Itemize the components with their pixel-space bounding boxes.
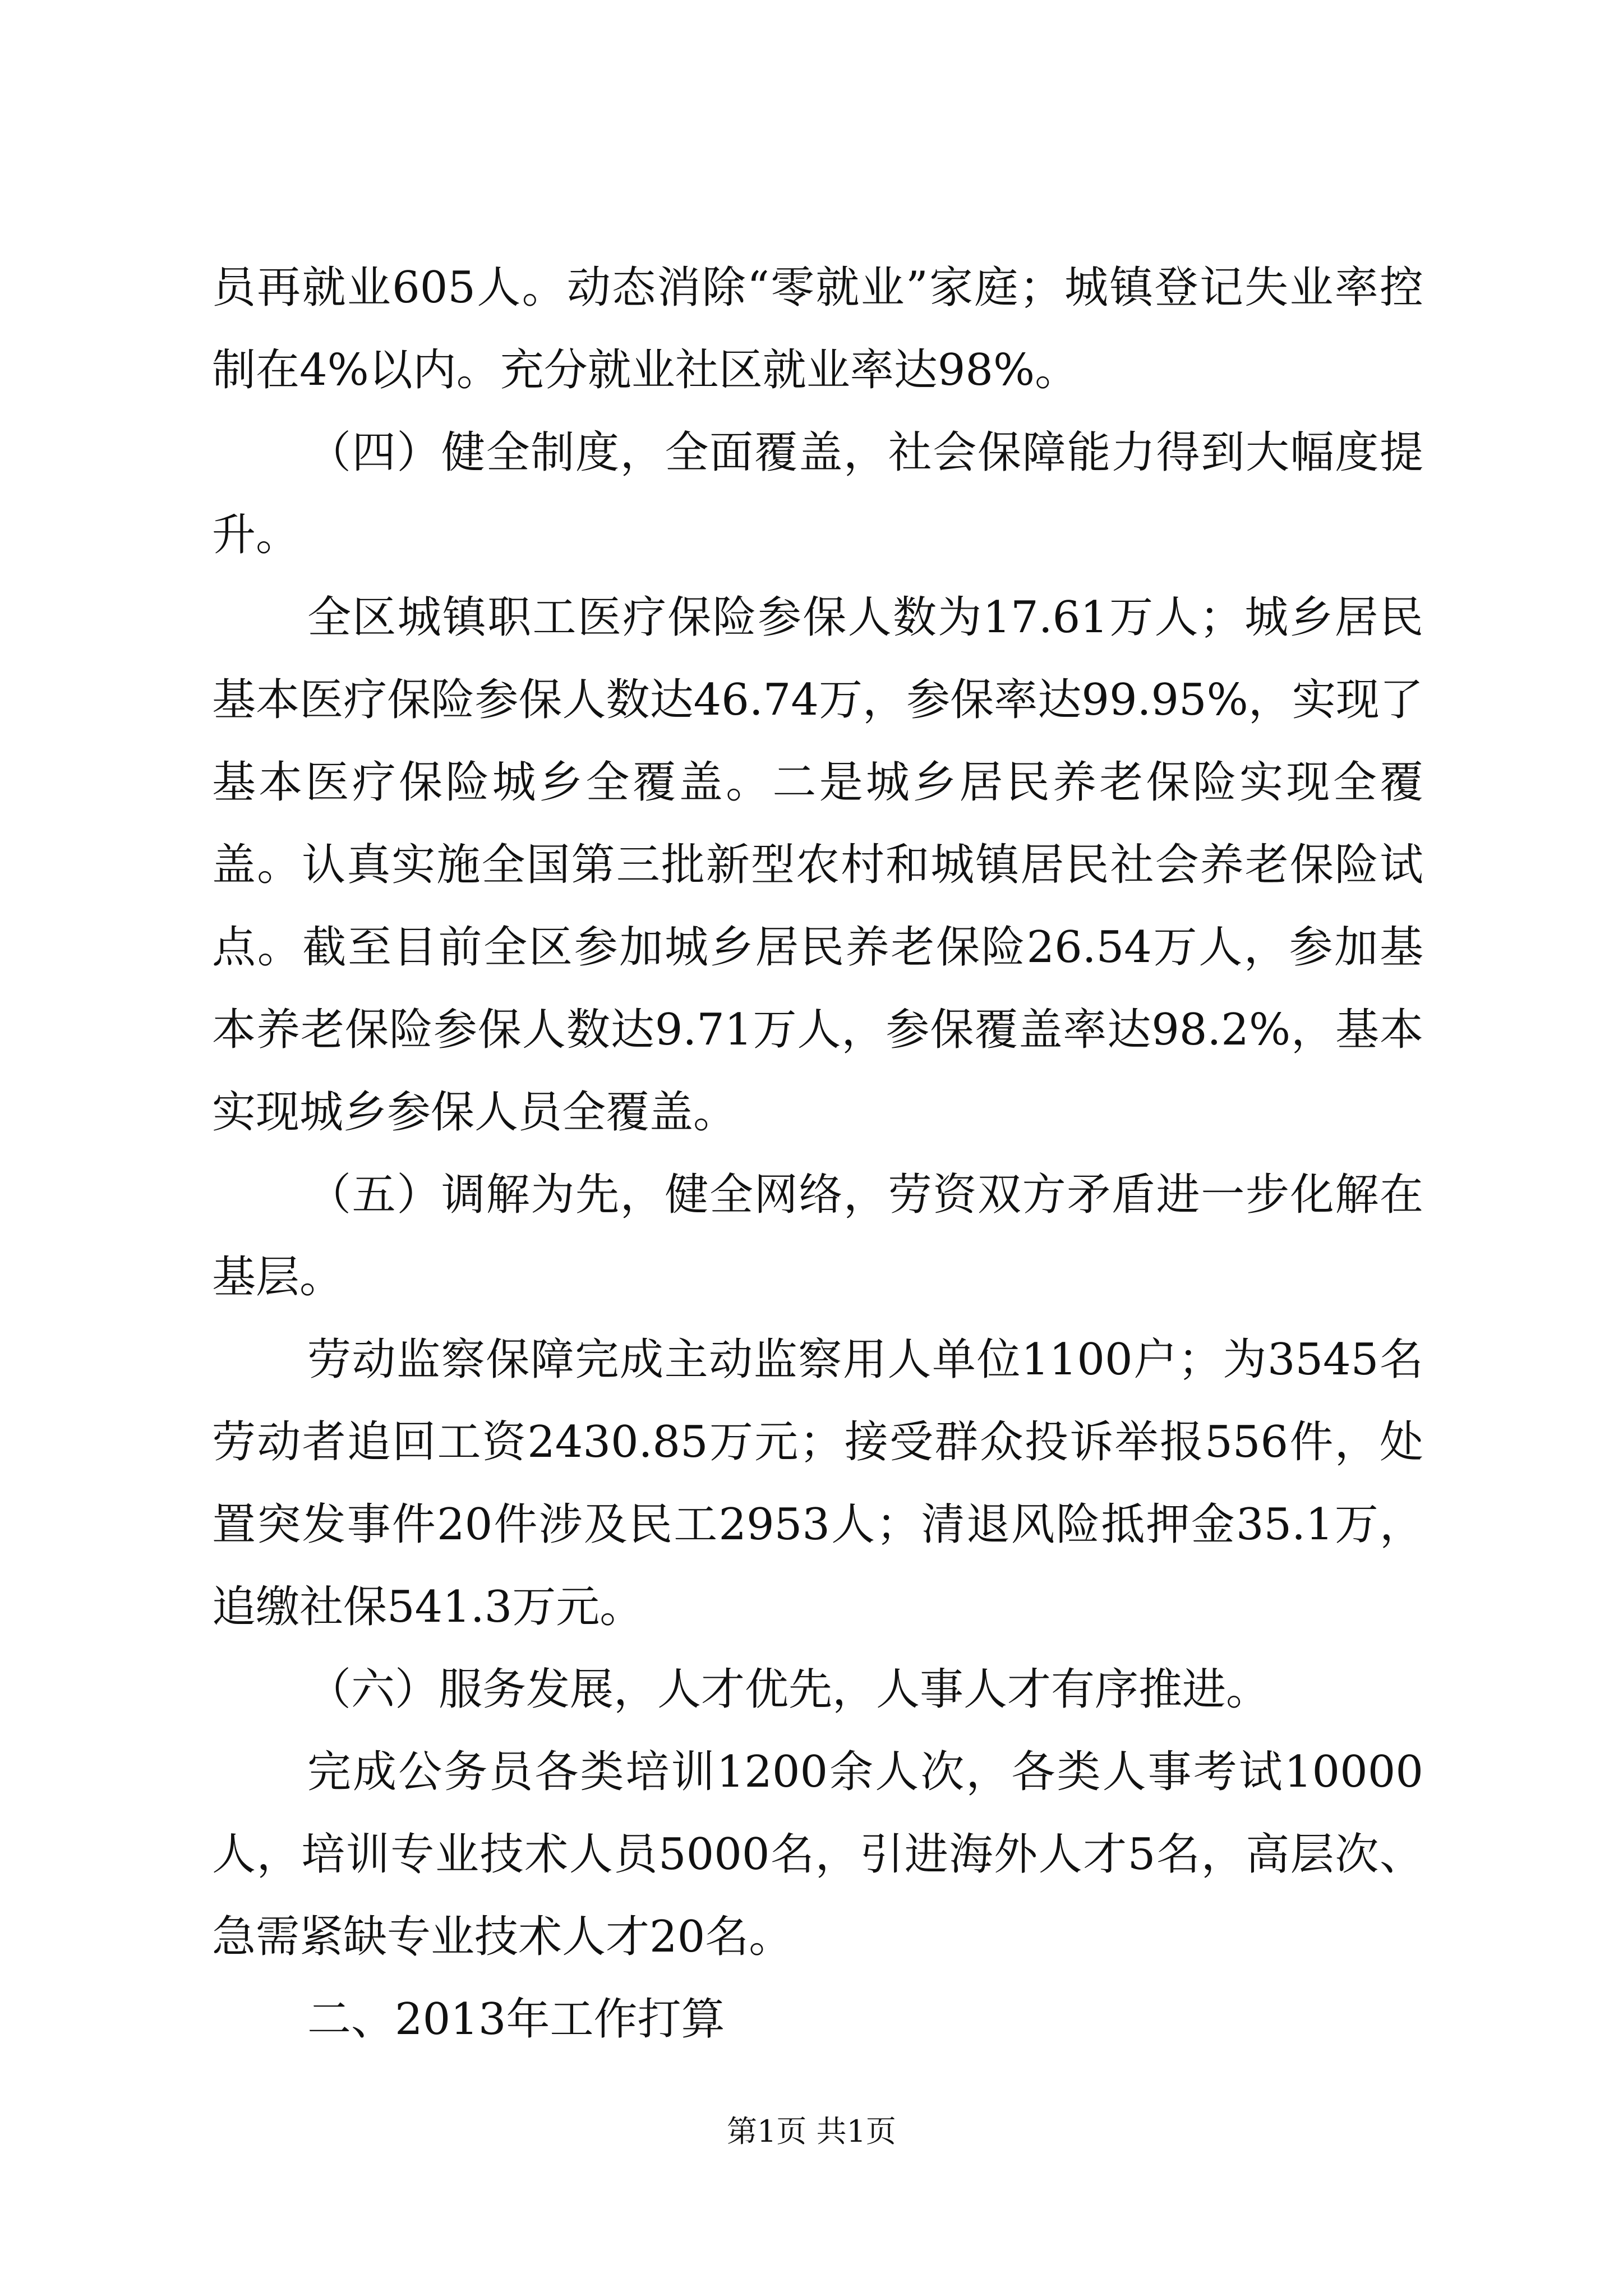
section-heading-4: （四）健全制度，全面覆盖，社会保障能力得到大幅度提升。	[212, 427, 1423, 560]
section-heading-plan-2013: 二、2013年工作打算	[307, 1994, 725, 2045]
document-body	[212, 247, 1423, 2061]
paragraph-personnel-training: 完成公务员各类培训1200余人次，各类人事考试10000人，培训专业技术人员5000名，引进海外人才5名，高层次、急需紧缺专业技术人才20名。	[212, 1747, 1423, 1962]
page-footer: 第1页 共1页	[727, 2114, 896, 2149]
paragraph-social-security: 全区城镇职工医疗保险参保人数为17.61万人；城乡居民基本医疗保险参保人数达46.74万，参保率达99.95%，实现了基本医疗保险城乡全覆盖。二是城乡居民养老保险实现全覆盖。认真实施全国第三批新型农村和城镇居民社会养老保险试点。截至目前全区参加城乡居民养老保险26.54万人，参加基本养老保险参保人数达9.71万人，参保覆盖率达98.2%，基本实现城乡参保人员全覆盖。	[212, 592, 1423, 1138]
paragraph-continuation: 员再就业605人。动态消除“零就业”家庭；城镇登记失业率控制在4%以内。充分就业社区就业率达98%。	[212, 263, 1423, 395]
paragraph-labor-inspection: 劳动监察保障完成主动监察用人单位1100户；为3545名劳动者追回工资2430.85万元；接受群众投诉举报556件，处置突发事件20件涉及民工2953人；清退风险抵押金35.1万，追缴社保541.3万元。	[212, 1335, 1423, 1632]
section-heading-5: （五）调解为先，健全网络，劳资双方矛盾进一步化解在基层。	[212, 1170, 1423, 1303]
section-heading-6: （六）服务发展，人才优先，人事人才有序推进。	[307, 1664, 1270, 1715]
